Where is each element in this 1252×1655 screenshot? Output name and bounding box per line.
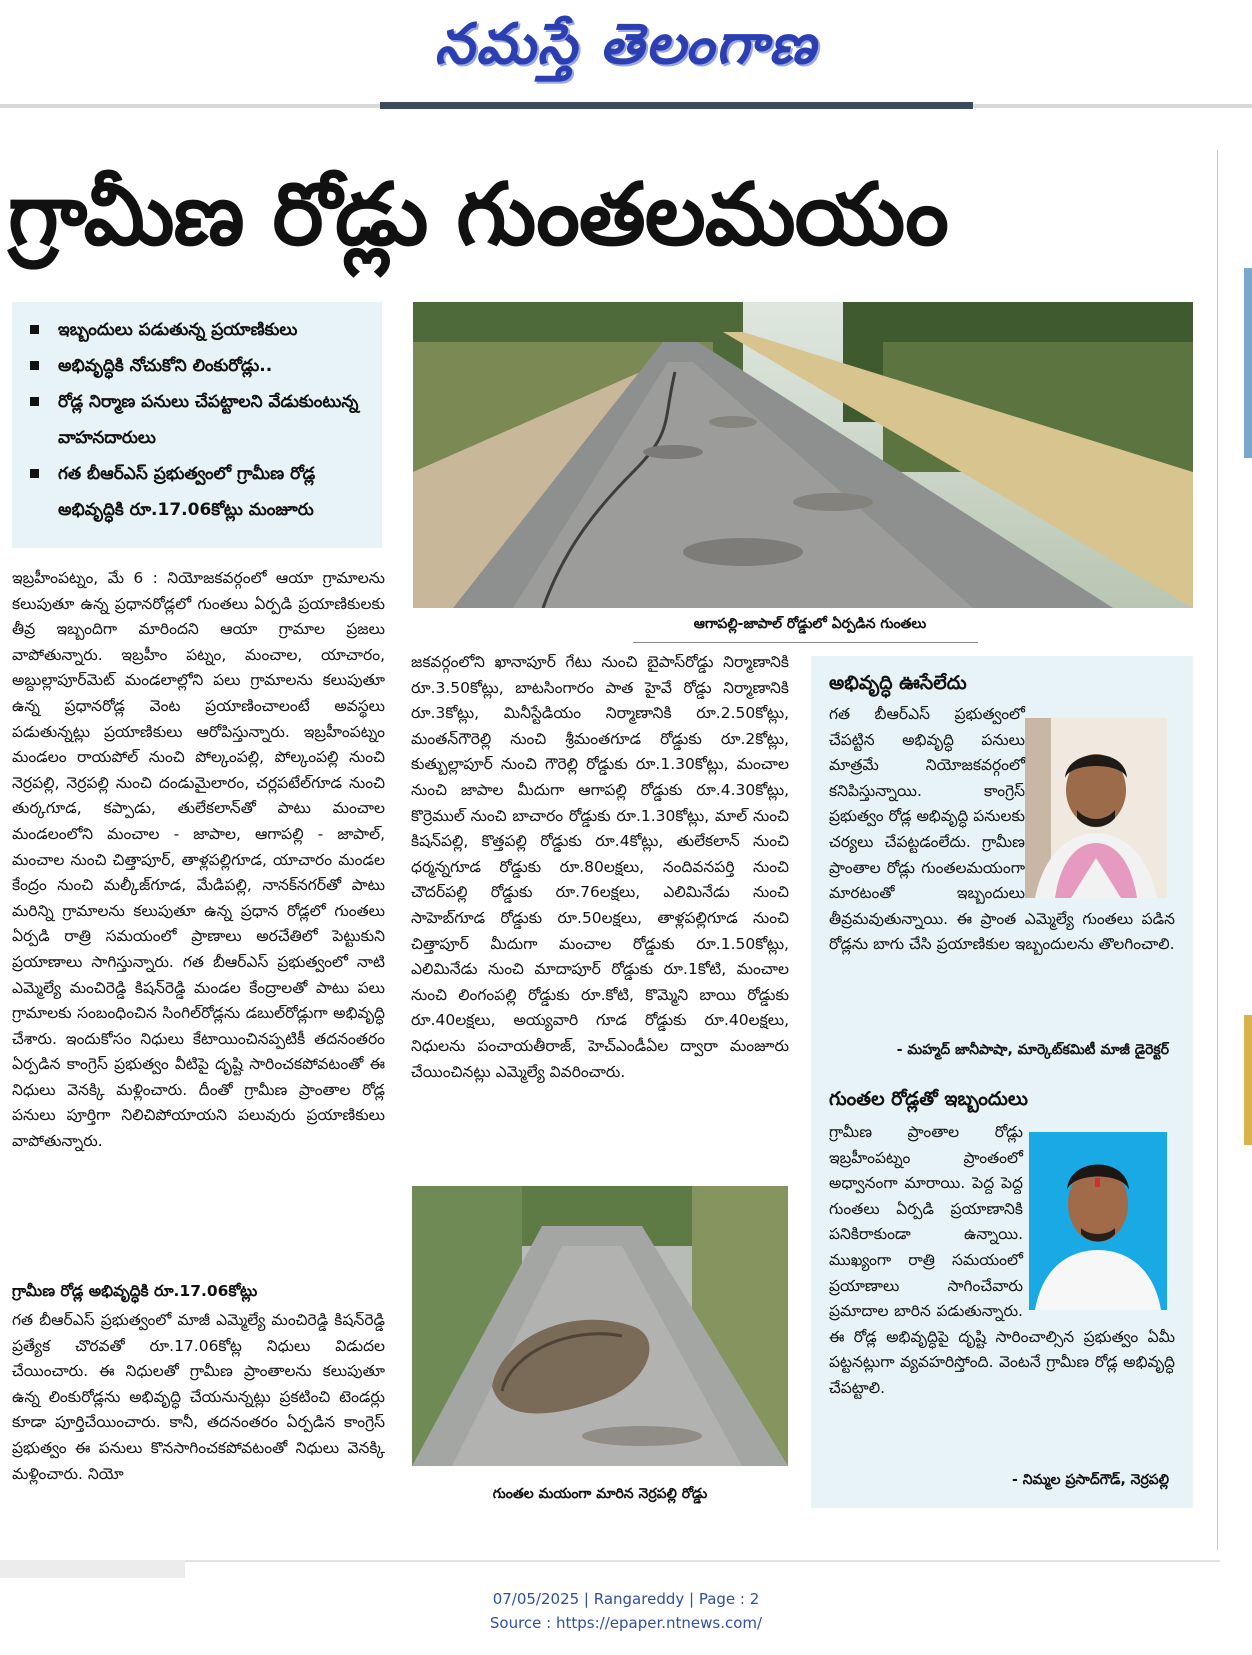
road-photo-nerrapalli bbox=[412, 1186, 788, 1466]
road-photo-agapalli bbox=[413, 302, 1193, 608]
article-column-1-continued: గత బీఆర్ఎస్ ప్రభుత్వంలో మాజీ ఎమ్మెల్యే మంచిరెడ్డి కిషన్‌రెడ్డి ప్రత్యేక చొరవతో రూ.17.06కోట్ల నిధులు విడుదల చేయించారు. ఈ నిధులతో గ్రామీణ ప్రాంతాలను కలుపుతూ ఉన్న లింకురోడ్లను అభివృద్ధి చేయనున్నట్లు ప్రకటించి టెండర్లు కూడా పూర్తిచేయించారు. కానీ, తదనంతరం ఏర్పడిన కాంగ్రెస్ ప్రభుత్వం ఈ పనులు కొనసాగించకపోవటంతో నిధులు వెనక్కి మళ్లించారు. నియో bbox=[12, 1311, 385, 1483]
highlight-item: గత బీఆర్ఎస్ ప్రభుత్వంలో గ్రామీణ రోడ్ల అభివృద్ధికి రూ.17.06కోట్లు మంజూరు bbox=[12, 456, 382, 528]
article-column-2: జకవర్గంలోని ఖానాపూర్ గేటు నుంచి బైపాస్‌రోడ్డు నిర్మాణానికి రూ.3.50కోట్లు, బాటసింగారం పాత హైవే రోడ్డు నిర్మాణానికి రూ.3కోట్లు, మినీస్టేడియం నిర్మాణానికి రూ.2.50కోట్లు, మంతన్‌గౌరెల్లి నుంచి శ్రీమంతగూడ రోడ్డుకు రూ.2కోట్లు, కుత్బుల్లాపూర్ నుంచి గౌరెల్లి రోడ్డుకు రూ.1.30కోట్లు, మంచాల నుంచి జాపాల మీదుగా ఆగాపల్లి రోడ్డుకు రూ.4.30కోట్లు, కొర్రెముల్ నుంచి బాచారం రోడ్డుకు రూ.1.30కోట్లు, మాల్ నుంచి కిషన్‌పల్లి, కొత్తపల్లి రోడ్డుకు రూ.4కోట్లు, తులేకలాన్ నుంచి ధర్మన్నగూడ రోడ్డుకు రూ.80లక్షలు, నందివనపర్తి నుంచి చౌదర్‌పల్లి రోడ్డుకు రూ.76లక్షలు, ఎలిమినేడు నుంచి సాహెబ్‌గూడ రోడ్డుకు రూ.50లక్షలు, తాళ్లపల్లిగూడ నుంచి చిత్తాపూర్ మీదుగా మంచాల రోడ్డుకు రూ.1.50కోట్లు, ఎలిమినేడు నుంచి మాదాపూర్ రోడ్డుకు రూ.1కోటి, మంచాల నుంచి లింగంపల్లి రోడ్డుకు రూ.కోటి, కొమ్మెని బాయి రోడ్డుకు రూ.40లక్షలు, అయ్యవారి గూడ రోడ్డుకు రూ.40లక్షలు, నిధులను పంచాయతీరాజ్, హెచ్ఎండీఏల ద్వారా మంజూరు చేయించినట్లు ఎమ్మెల్యే వివరించారు. bbox=[411, 653, 789, 1081]
column-divider bbox=[1217, 150, 1218, 1550]
article-subheading: గ్రామీణ రోడ్ల అభివృద్ధికి రూ.17.06కోట్లు bbox=[12, 1282, 258, 1300]
photo-caption: ఆగాపల్లి-జాపాల్ రోడ్డులో ఏర్పడిన గుంతలు bbox=[693, 616, 927, 632]
highlights-box bbox=[12, 302, 382, 548]
portrait-float-spacer bbox=[1023, 1120, 1175, 1318]
caption-rule bbox=[633, 642, 978, 643]
quotes-sidebar bbox=[811, 656, 1193, 1508]
damaged-road-image bbox=[413, 302, 1193, 608]
highlight-item: ఇబ్బందులు పడుతున్న ప్రయాణికులు bbox=[12, 312, 382, 348]
portrait-float-spacer bbox=[1025, 702, 1175, 888]
highlight-item: అభివృద్ధికి నోచుకోని లింకురోడ్లు.. bbox=[12, 348, 382, 384]
footer-source-link[interactable]: Source : https://epaper.ntnews.com/ bbox=[489, 1614, 763, 1632]
adjacent-photo-fragment bbox=[1244, 268, 1252, 458]
pothole-road-image bbox=[412, 1186, 788, 1466]
masthead-accent-bar bbox=[380, 102, 973, 109]
article-column-1: ఇబ్రహీంపట్నం, మే 6 : నియోజకవర్గంలో ఆయా గ్రామాలను కలుపుతూ ఉన్న ప్రధానరోడ్లలో గుంతలు ఏర్పడి ప్రయాణికులకు తీవ్ర ఇబ్బందిగా మారిందని ఆయా గ్రామాల ప్రజలు వాపోతున్నారు. ఇబ్రహీం పట్నం, మంచాల, యాచారం, అబ్దుల్లాపూర్‌మెట్ మండలాల్లోని పలు గ్రామాలను కలుపుతూ ఉన్న ప్రధానరోడ్ల వెంట ప్రయాణించాలంటే అవస్థలు పడుతున్నట్లు ప్రయాణికులు ఆరోపిస్తున్నారు. ఇబ్రహీంపట్నం మండలం రాయపోల్ నుంచి పోల్కంపల్లి, పోల్కంపల్లి నుంచి నెర్రపల్లి, నెర్రపల్లి నుంచి దండుమైలారం, చర్లపటేల్‌గూడ నుంచి తుర్కగూడ, కప్పాడు, తులేకలాన్‌తో పాటు మంచాల మండలంలోని మంచాల - జాపాల, ఆగాపల్లి - జాపాల్, మంచాల నుంచి చిత్తాపూర్, తాళ్లపల్లిగూడ, యాచారం మండల కేంద్రం నుంచి మల్కీజ్‌గూడ, మేడిపల్లి, నానక్‌నగర్‌తో పాటు మరిన్ని గ్రామాలను కలుపుతూ ఉన్న ప్రధాన రోడ్లలో గుంతలు ఏర్పడి రాత్రి సమయంలో ప్రాణాలు అరచేతిలో పెట్టుకుని ప్రయాణాలు సాగిస్తున్నారు. గత బీఆర్ఎస్ ప్రభుత్వంలో నాటి ఎమ్మెల్యే మంచిరెడ్డి కిషన్‌రెడ్డి మండల కేంద్రాలతో పాటు పలు గ్రామాలకు సంబంధించిన సింగిల్‌రోడ్లను డబుల్‌రోడ్లుగా అభివృద్ధి చేశారు. ఇందుకోసం నిధులు కేటాయించినప్పటికీ తదనంతరం ఏర్పడిన కాంగ్రెస్ ప్రభుత్వం వీటిపై దృష్టి సారించకపోవటంతో ఈ నిధులు వెనక్కి మళ్లించారు. దీంతో గ్రామీణ ప్రాంతాల రోడ్ల పనులు పూర్తిగా నిలిచిపోయాయని పలువురు ప్రయాణికులు వాపోతున్నారు. bbox=[12, 569, 385, 1151]
masthead bbox=[0, 0, 1252, 100]
quote-attribution: - మహ్మద్ జానీపాషా, మార్కెట్‌కమిటీ మాజీ డైరెక్టర్ bbox=[896, 1042, 1169, 1058]
newspaper-logo: నమస్తే తెలంగాణ bbox=[434, 12, 818, 77]
quote-text: గత బీఆర్ఎస్ ప్రభుత్వంలో చేపట్టిన అభివృద్ధి పనులు మాత్రమే నియోజకవర్గంలో కనిపిస్తున్నాయి. కాంగ్రెస్ ప్రభుత్వం రోడ్ల అభివృద్ధి పనులకు చర్యలు చేపట్టడంలేదు. గ్రామీణ ప్రాంతాల రోడ్లు గుంతలమయంగా మారటంతో ఇబ్బందులు తీవ్రమవుతున్నాయి. ఈ ప్రాంత ఎమ్మెల్యే గుంతలు పడిన రోడ్లను బాగు చేసి ప్రయాణికుల ఇబ్బందులను తొలగించాలి. bbox=[829, 702, 1175, 958]
quote-attribution: - నిమ్మల ప్రసాద్‌గౌడ్, నెర్రపల్లి bbox=[1012, 1472, 1169, 1488]
quote-text: గ్రామీణ ప్రాంతాల రోడ్లు ఇబ్రహీంపట్నం ప్రాంతంలో అధ్వానంగా మారాయి. పెద్ద పెద్ద గుంతలు ఏర్పడి ప్రయాణానికి పనికిరాకుండా ఉన్నాయి. ముఖ్యంగా రాత్రి సమయంలో ప్రయాణాలు సాగించేవారు ప్రమాదాల బారిన పడుతున్నారు. ఈ రోడ్ల అభివృద్ధిపై దృష్టి సారించాల్సిన ప్రభుత్వం ఏమీ పట్టనట్లుగా వ్యవహరిస్తోంది. వెంటనే గ్రామీణ రోడ్ల అభివృద్ధి చేపట్టాలి. bbox=[829, 1120, 1175, 1402]
highlight-item: రోడ్ల నిర్మాణ పనులు చేపట్టాలని వేడుకుంటున్న వాహనదారులు bbox=[12, 384, 382, 456]
square-bullet-icon bbox=[30, 361, 39, 370]
photo-caption: గుంతల మయంగా మారిన నెర్రపల్లి రోడ్డు bbox=[492, 1486, 708, 1502]
square-bullet-icon bbox=[30, 325, 39, 334]
square-bullet-icon bbox=[30, 469, 39, 478]
adjacent-photo-fragment bbox=[1244, 1015, 1252, 1145]
quote-heading: అభివృద్ధి ఊసేలేదు bbox=[829, 672, 967, 694]
footer-edition-info: 07/05/2025 | Rangareddy | Page : 2 bbox=[492, 1590, 760, 1608]
square-bullet-icon bbox=[30, 397, 39, 406]
headline: గ్రామీణ రోడ్లు గుంతలమయం bbox=[8, 165, 948, 265]
adjacent-article-fragment bbox=[0, 1560, 185, 1578]
quote-heading: గుంతల రోడ్లతో ఇబ్బందులు bbox=[829, 1088, 1028, 1110]
